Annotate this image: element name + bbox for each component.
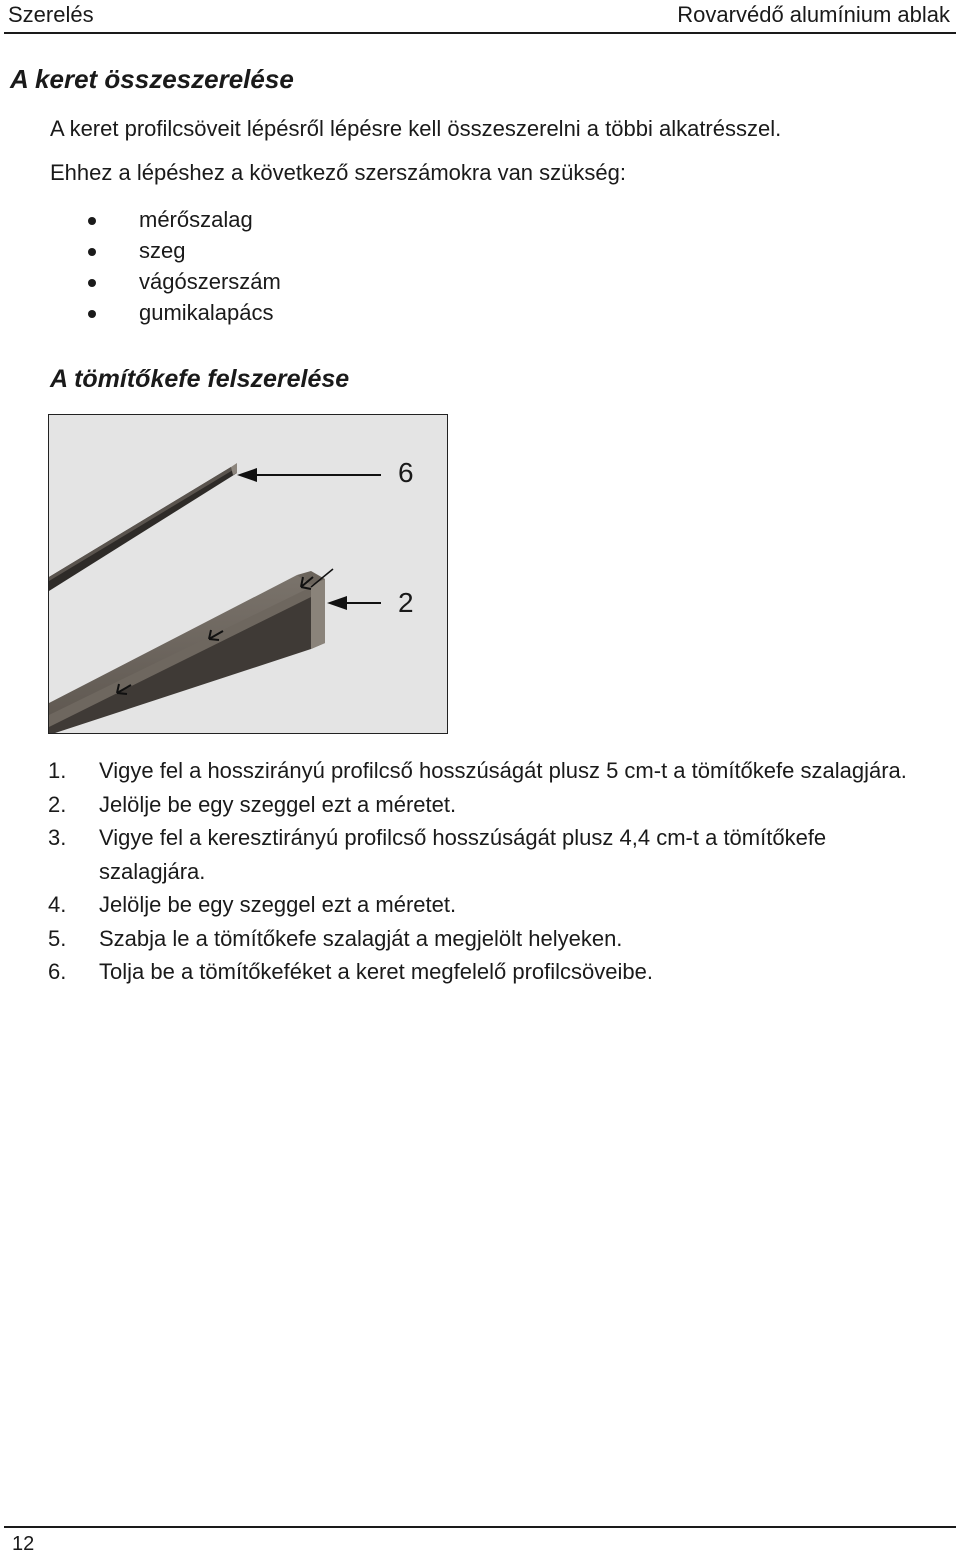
tool-list — [50, 207, 281, 331]
step-item — [48, 922, 928, 956]
step-item — [48, 821, 928, 888]
step-number: 4. — [48, 892, 67, 917]
tool-label: szeg — [139, 238, 186, 263]
step-number: 2. — [48, 791, 67, 817]
tool-label: gumikalapács — [139, 300, 274, 325]
bullet-icon — [88, 310, 96, 318]
bullet-icon — [88, 279, 96, 287]
header-divider — [4, 32, 956, 34]
intro-paragraph-1: A keret profilcsöveit lépésről lépésre kell összeszerelni a többi alkatrésszel. — [50, 116, 782, 141]
step-item — [48, 788, 928, 822]
step-number: 3. — [48, 825, 67, 850]
subsection-title: A tömítőkefe felszerelése — [50, 365, 350, 393]
bullet-icon — [88, 217, 96, 225]
step-number: 5. — [48, 925, 67, 951]
header-product: Rovarvédő alumínium ablak — [677, 2, 950, 27]
illustration-drawing — [49, 415, 448, 734]
brush-seal-strip — [49, 463, 237, 591]
callout-label-2: 2 — [398, 587, 414, 618]
header-section: Szerelés — [8, 2, 94, 27]
intro-paragraph-2: Ehhez a lépéshez a következő szerszámokra van szükség: — [50, 160, 626, 185]
step-text: Jelölje be egy szeggel ezt a méretet. — [99, 892, 457, 917]
step-item — [48, 754, 928, 788]
step-number: 6. — [48, 959, 67, 984]
section-title: A keret összeszerelése — [10, 64, 294, 94]
page-number: 12 — [12, 1533, 35, 1555]
tool-list-item — [50, 238, 281, 269]
step-text: Tolja be a tömítőkeféket a keret megfelelő profilcsöveibe. — [99, 959, 653, 984]
step-text: Jelölje be egy szeggel ezt a méretet. — [99, 791, 457, 817]
brush-seal-illustration — [48, 414, 448, 734]
callout-label-6: 6 — [398, 457, 414, 488]
step-text: Szabja le a tömítőkefe szalagját a megjelölt helyeken. — [99, 925, 623, 951]
step-item — [48, 955, 928, 989]
tool-label: mérőszalag — [139, 207, 253, 232]
step-text: Vigye fel a hosszirányú profilcső hosszúságát plusz 5 cm-t a tömítőkefe szalagjára. — [99, 758, 907, 783]
step-item — [48, 888, 928, 922]
instruction-steps — [48, 754, 928, 989]
step-text: Vigye fel a keresztirányú profilcső hosszúságát plusz 4,4 cm-t a tömítőkefe szalagjára. — [99, 825, 827, 884]
bullet-icon — [88, 248, 96, 256]
tool-list-item — [50, 300, 281, 331]
step-number: 1. — [48, 758, 67, 783]
tool-list-item — [50, 207, 281, 238]
aluminium-profile — [49, 571, 325, 734]
footer-divider — [4, 1526, 956, 1528]
tool-label: vágószerszám — [139, 269, 281, 294]
tool-list-item — [50, 269, 281, 300]
page-header — [0, 0, 960, 34]
